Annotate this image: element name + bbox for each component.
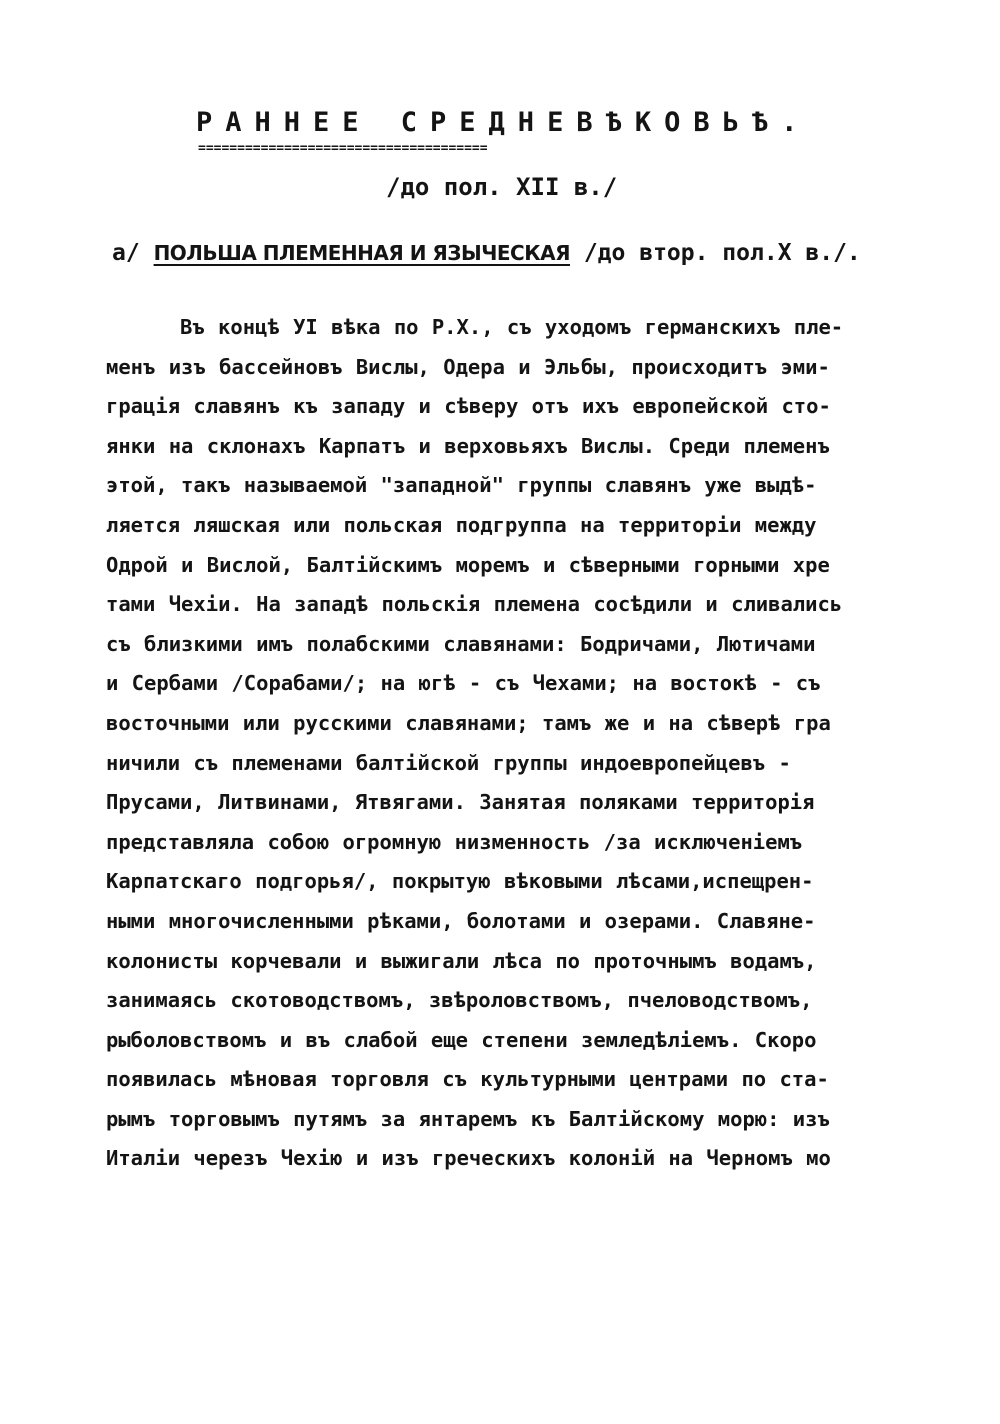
- body-paragraph: [106, 308, 900, 1179]
- section-title: ПОЛЬША ПЛЕМЕННАЯ И ЯЗЫЧЕСКАЯ: [153, 241, 570, 265]
- text-line: восточными или русскими славянами; тамъ же и на сѣверѣ гра: [106, 710, 831, 735]
- text-line: Одрой и Вислой, Балтійскимъ моремъ и сѣверными горными хре: [106, 552, 830, 577]
- text-line: рымъ торговымъ путямъ за янтаремъ къ Балтійскому морю: изъ: [106, 1106, 830, 1131]
- title-underline-rule: =====================================: [198, 142, 488, 156]
- text-line: Карпатскаго подгорья/, покрытую вѣковыми лѣсами,испещрен-: [106, 869, 814, 894]
- text-line: ничили съ племенами балтійской группы индоевропейцевъ -: [106, 750, 791, 775]
- section-range: /до втор. пол.Х в./.: [583, 240, 861, 266]
- section-marker: а/: [112, 240, 140, 266]
- section-heading: [112, 238, 861, 268]
- text-line: Италіи черезъ Чехію и изъ греческихъ колоній на Черномъ мо: [106, 1146, 831, 1171]
- text-line: появилась мѣновая торговля съ культурными центрами по ста-: [106, 1067, 829, 1092]
- text-line: грація славянъ къ западу и сѣверу отъ ихъ европейской сто-: [106, 394, 831, 419]
- text-line: менъ изъ бассейновъ Вислы, Одера и Эльбы, происходитъ эми-: [106, 354, 830, 379]
- text-line: янки на склонахъ Карпатъ и верховьяхъ Вислы. Среди племенъ: [106, 433, 830, 458]
- text-line: ными многочисленными рѣками, болотами и озерами. Славяне-: [106, 908, 816, 933]
- text-line: этой, такъ называемой "западной" группы славянъ уже выдѣ-: [106, 473, 817, 498]
- text-line: колонисты корчевали и выжигали лѣса по проточнымъ водамъ,: [106, 948, 817, 973]
- page-title: РАННЕЕ СРЕДНЕВѢКОВЬѢ.: [196, 107, 811, 138]
- page-subtitle: /до пол. XII в./: [386, 173, 618, 201]
- text-line: ляется ляшская или польская подгруппа на территоріи между: [106, 512, 817, 537]
- text-line: представляла собою огромную низменность /за исключеніемъ: [106, 829, 803, 854]
- text-line: рыболовствомъ и въ слабой еще степени земледѣліемъ. Скоро: [106, 1027, 817, 1052]
- text-line: Въ концѣ УI вѣка по Р.Х., съ уходомъ германскихъ пле-: [180, 315, 844, 339]
- text-line: съ близкими имъ полабскими славянами: Бодричами, Лютичами: [106, 631, 816, 656]
- text-line: занимаясь скотоводствомъ, звѣроловствомъ, пчеловодствомъ,: [106, 988, 813, 1013]
- text-line: и Сербами /Сорабами/; на югѣ - съ Чехами; на востокѣ - съ: [106, 671, 821, 696]
- text-line: Прусами, Литвинами, Ятвягами. Занятая поляками территорія: [106, 790, 815, 815]
- text-line: тами Чехіи. На западѣ польскія племена сосѣдили и сливались: [106, 592, 843, 617]
